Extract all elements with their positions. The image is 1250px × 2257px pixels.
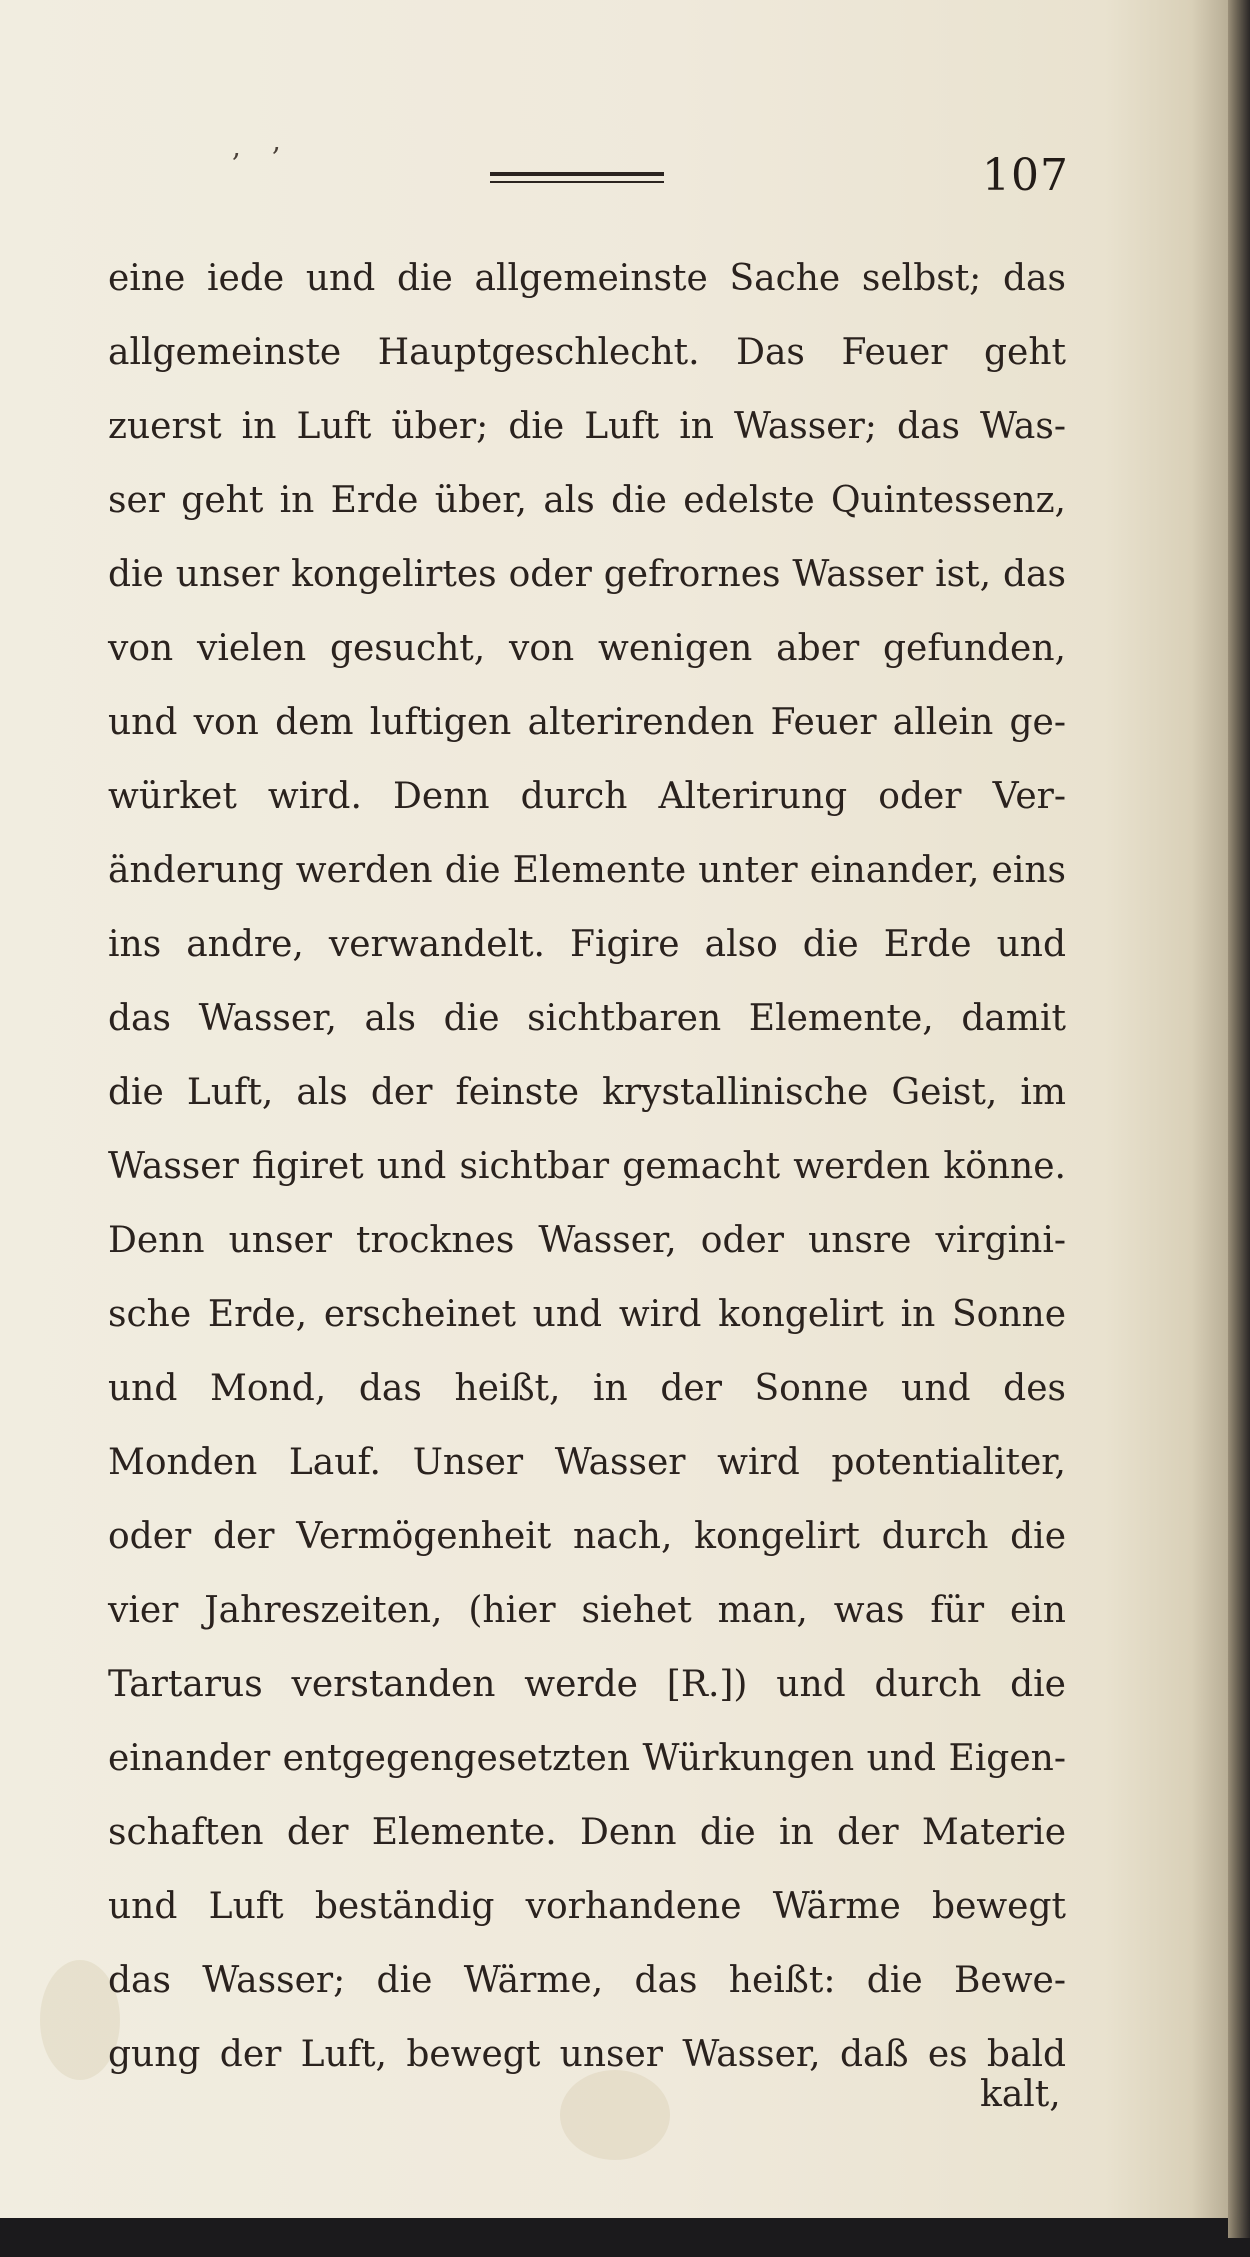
page-number: 107: [982, 150, 1069, 201]
text-line: das Wasser; die Wärme, das heißt: die Bewe-: [108, 1960, 1066, 2001]
text-line: das Wasser, als die sichtbaren Elemente, damit: [108, 998, 1066, 1039]
text-line: änderung werden die Elemente unter einander, eins: [108, 850, 1066, 891]
text-line: gung der Luft, bewegt unser Wasser, daß es bald: [108, 2034, 1066, 2075]
text-line: einander entgegengesetzten Würkungen und Eigen-: [108, 1738, 1066, 1779]
text-line: Denn unser trocknes Wasser, oder unsre virgini-: [108, 1220, 1066, 1261]
text-line: zuerst in Luft über; die Luft in Wasser; das Was-: [108, 406, 1066, 447]
text-line: oder der Vermögenheit nach, kongelirt durch die: [108, 1516, 1066, 1557]
text-line: ins andre, verwandelt. Figire also die Erde und: [108, 924, 1066, 965]
text-line: vier Jahreszeiten, (hier siehet man, was für ein: [108, 1590, 1066, 1631]
text-line: und Luft beständig vorhandene Wärme bewegt: [108, 1886, 1066, 1927]
text-line: die Luft, als der feinste krystallinische Geist, im: [108, 1072, 1066, 1113]
text-line: Monden Lauf. Unser Wasser wird potentialiter,: [108, 1442, 1066, 1483]
text-line: würket wird. Denn durch Alterirung oder Ver-: [108, 776, 1066, 817]
text-line: von vielen gesucht, von wenigen aber gefunden,: [108, 628, 1066, 669]
text-line: und Mond, das heißt, in der Sonne und des: [108, 1368, 1066, 1409]
body-text: [108, 242, 1066, 2092]
text-line: Tartarus verstanden werde [R.]) und durch die: [108, 1664, 1066, 1705]
header-rule: [490, 172, 664, 183]
book-edge: [1228, 0, 1250, 2238]
text-line: ser geht in Erde über, als die edelste Quintessenz,: [108, 480, 1066, 521]
ink-mark: ,: [272, 124, 281, 157]
text-line: schaften der Elemente. Denn die in der Materie: [108, 1812, 1066, 1853]
ink-mark: ,: [232, 130, 241, 163]
text-line: eine iede und die allgemeinste Sache selbst; das: [108, 258, 1066, 299]
catchword: kalt,: [980, 2074, 1061, 2115]
text-line: Wasser figiret und sichtbar gemacht werden könne.: [108, 1146, 1066, 1187]
text-line: allgemeinste Hauptgeschlecht. Das Feuer geht: [108, 332, 1066, 373]
text-line: die unser kongelirtes oder gefrornes Wasser ist, das: [108, 554, 1066, 595]
text-line: und von dem luftigen alterirenden Feuer allein ge-: [108, 702, 1066, 743]
text-line: sche Erde, erscheinet und wird kongelirt in Sonne: [108, 1294, 1066, 1335]
